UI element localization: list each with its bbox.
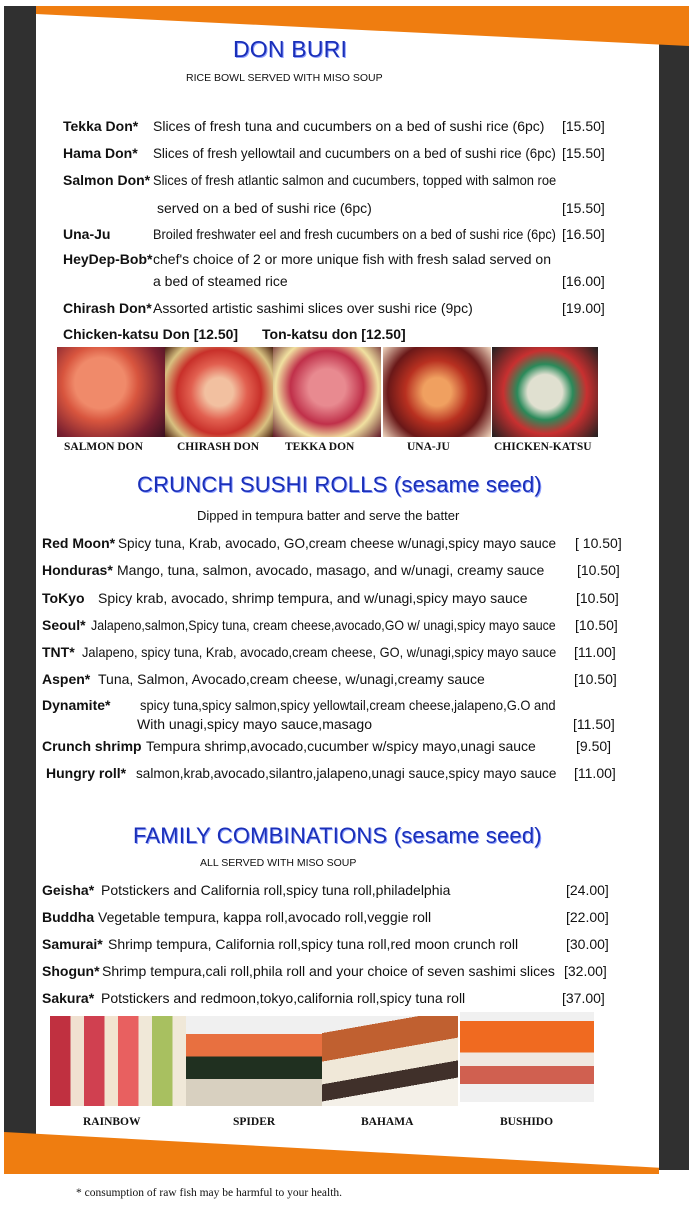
menu-item-desc: Jalapeno, spicy tuna, Krab, avocado,cream cheese, GO, w/unagi,spicy mayo sauce xyxy=(82,644,557,660)
menu-item-name: Dynamite* xyxy=(42,697,111,713)
menu-item-name: Honduras* xyxy=(42,562,113,578)
menu-item-desc-line2: served on a bed of sushi rice (6pc) xyxy=(157,200,372,216)
chicken-katsu-photo xyxy=(492,347,598,437)
menu-item-name: Red Moon* xyxy=(42,535,116,551)
menu-item-price: [15.50] xyxy=(562,118,605,134)
menu-item-name: Geisha* xyxy=(42,882,95,898)
menu-item-desc-line2: a bed of steamed rice xyxy=(153,273,288,289)
photo-caption: SPIDER xyxy=(233,1116,276,1128)
menu-item-price: [11.00] xyxy=(574,765,616,781)
menu-item-name: Salmon Don* xyxy=(63,172,151,188)
right-dark-bar xyxy=(659,30,689,1170)
photo-caption: BUSHIDO xyxy=(500,1116,554,1128)
tekka-don-photo xyxy=(273,347,381,437)
menu-item-name: Buddha xyxy=(42,909,95,925)
menu-item-name: HeyDep-Bob* xyxy=(63,251,153,267)
menu-item-price: [11.00] xyxy=(574,644,616,660)
menu-item-desc: Slices of fresh tuna and cucumbers on a bed of sushi rice (6pc) xyxy=(153,118,545,134)
photo-caption: CHIRASH DON xyxy=(177,441,260,453)
bushido-roll-photo xyxy=(460,1012,594,1102)
menu-item-price: [16.50] xyxy=(562,226,605,242)
crunch-rolls-subtitle: Dipped in tempura batter and serve the batter xyxy=(197,508,460,523)
photo-caption: BAHAMA xyxy=(361,1116,414,1128)
menu-item-price: [11.50] xyxy=(573,716,615,732)
photo-caption: TEKKA DON xyxy=(285,441,355,453)
menu-item-desc: Spicy krab, avocado, shrimp tempura, and w/unagi,spicy mayo sauce xyxy=(98,590,528,606)
menu-item-price: [10.50] xyxy=(576,590,619,606)
menu-item-desc: Mango, tuna, salmon, avocado, masago, and w/unagi, creamy sauce xyxy=(117,562,545,578)
bottom-orange-stripe xyxy=(4,1132,659,1174)
menu-item-price: [22.00] xyxy=(566,909,609,925)
menu-item-desc: salmon,krab,avocado,silantro,jalapeno,unagi sauce,spicy mayo sauce xyxy=(136,765,557,781)
photo-caption: RAINBOW xyxy=(83,1116,141,1128)
menu-item-price: [30.00] xyxy=(566,936,609,952)
bahama-roll-photo xyxy=(322,1016,458,1106)
chirash-don-photo xyxy=(165,347,273,437)
menu-item-name: ToKyo xyxy=(42,590,85,606)
spider-roll-photo xyxy=(186,1016,322,1106)
raw-fish-footnote: * consumption of raw fish may be harmful to your health. xyxy=(76,1187,343,1199)
menu-item-desc: Potstickers and redmoon,tokyo,california roll,spicy tuna roll xyxy=(101,990,466,1006)
menu-item-desc: spicy tuna,spicy salmon,spicy yellowtail,cream cheese,jalapeno,G.O and xyxy=(140,697,556,713)
menu-item-price: [15.50] xyxy=(562,145,605,161)
una-ju-photo xyxy=(383,347,491,437)
menu-item-desc: Slices of fresh yellowtail and cucumbers on a bed of sushi rice (6pc) xyxy=(153,145,556,161)
photo-caption: CHICKEN-KATSU xyxy=(494,441,592,453)
menu-item-name: Crunch shrimp xyxy=(42,738,142,754)
rainbow-roll-photo xyxy=(50,1016,186,1106)
menu-item-price: [10.50] xyxy=(574,671,617,687)
menu-item-name: Samurai* xyxy=(42,936,103,952)
don-buri-subtitle: RICE BOWL SERVED WITH MISO SOUP xyxy=(186,72,383,84)
menu-item-desc: Tuna, Salmon, Avocado,cream cheese, w/unagi,creamy sauce xyxy=(98,671,485,687)
menu-item-price: [37.00] xyxy=(562,990,605,1006)
menu-item-price: [16.00] xyxy=(562,273,605,289)
menu-item-name: TNT* xyxy=(42,644,75,660)
menu-extra-item: Chicken-katsu Don [12.50] xyxy=(63,326,239,342)
menu-item-desc: Shrimp tempura,cali roll,phila roll and your choice of seven sashimi slices xyxy=(102,963,555,979)
menu-item-desc: Vegetable tempura, kappa roll,avocado roll,veggie roll xyxy=(98,909,432,925)
family-combinations-title: FAMILY COMBINATIONS (sesame seed) xyxy=(133,823,542,848)
menu-item-name: Aspen* xyxy=(42,671,91,687)
menu-item-name: Tekka Don* xyxy=(63,118,139,134)
menu-item-name: Seoul* xyxy=(42,617,86,633)
menu-item-price: [15.50] xyxy=(562,200,605,216)
menu-item-name: Una-Ju xyxy=(63,226,111,242)
menu-item-price: [19.00] xyxy=(562,300,605,316)
menu-item-desc: Slices of fresh atlantic salmon and cucumbers, topped with salmon roe xyxy=(153,172,557,188)
menu-item-price: [9.50] xyxy=(576,738,612,754)
menu-item-desc: Potstickers and California roll,spicy tuna roll,philadelphia xyxy=(101,882,451,898)
menu-item-price: [24.00] xyxy=(566,882,609,898)
menu-item-name: Sakura* xyxy=(42,990,95,1006)
menu-extra-item: Ton-katsu don [12.50] xyxy=(262,326,406,342)
crunch-rolls-title: CRUNCH SUSHI ROLLS (sesame seed) xyxy=(137,472,542,497)
left-dark-bar xyxy=(4,6,36,1144)
menu-item-desc: Tempura shrimp,avocado,cucumber w/spicy mayo,unagi sauce xyxy=(146,738,536,754)
top-orange-stripe xyxy=(36,6,689,46)
menu-item-name: Shogun* xyxy=(42,963,100,979)
menu-item-price: [10.50] xyxy=(575,617,618,633)
salmon-don-photo xyxy=(57,347,165,437)
menu-item-desc: Jalapeno,salmon,Spicy tuna, cream cheese,avocado,GO w/ unagi,spicy mayo sauce xyxy=(91,617,556,633)
menu-item-name: Hama Don* xyxy=(63,145,138,161)
don-buri-title: DON BURI xyxy=(233,36,348,62)
menu-item-desc: chef's choice of 2 or more unique fish with fresh salad served on xyxy=(153,251,551,267)
menu-item-name: Hungry roll* xyxy=(46,765,127,781)
menu-item-desc: Shrimp tempura, California roll,spicy tuna roll,red moon crunch roll xyxy=(108,936,519,952)
menu-item-desc: Broiled freshwater eel and fresh cucumbers on a bed of sushi rice (6pc) xyxy=(153,226,556,242)
menu-item-desc: Assorted artistic sashimi slices over sushi rice (9pc) xyxy=(153,300,473,316)
menu-item-desc: Spicy tuna, Krab, avocado, GO,cream cheese w/unagi,spicy mayo sauce xyxy=(118,535,557,551)
family-combinations-subtitle: ALL SERVED WITH MISO SOUP xyxy=(200,857,357,869)
menu-item-desc-line2: With unagi,spicy mayo sauce,masago xyxy=(137,716,372,732)
menu-item-price: [10.50] xyxy=(577,562,620,578)
photo-caption: SALMON DON xyxy=(64,441,143,453)
menu-item-price: [ 10.50] xyxy=(575,535,622,551)
menu-item-name: Chirash Don* xyxy=(63,300,152,316)
menu-item-price: [32.00] xyxy=(564,963,607,979)
photo-caption: UNA-JU xyxy=(407,441,450,453)
